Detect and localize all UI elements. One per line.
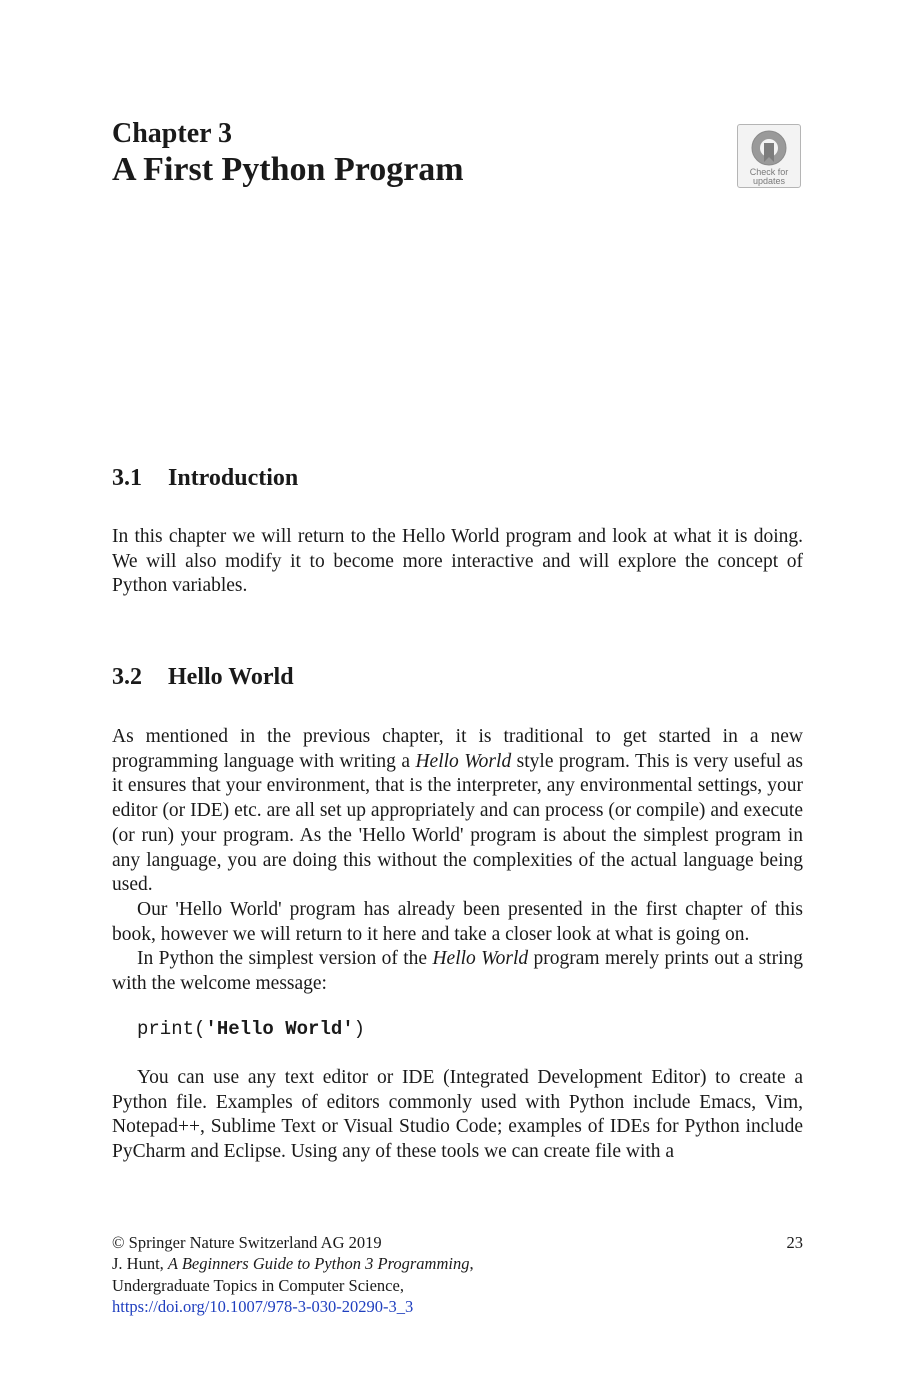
footer (112, 1232, 803, 1317)
crossmark-icon (750, 129, 788, 167)
badge-label: Check for updates (749, 167, 789, 186)
section-title: Introduction (168, 465, 299, 491)
paragraph: Our 'Hello World' program has already been presented in the first chapter of this book, however we will return to it here and take a closer look at what is going on. (112, 898, 803, 945)
section-number: 3.1 (112, 465, 142, 491)
code-function: print( (137, 1018, 206, 1040)
chapter-title: A First Python Program (112, 151, 464, 188)
chapter-label: Chapter 3 (112, 118, 233, 149)
punctuation: , (469, 1254, 474, 1274)
copyright: © Springer Nature Switzerland AG 2019 (112, 1233, 382, 1252)
emphasis: Hello World (432, 948, 529, 970)
check-for-updates-badge[interactable] (737, 124, 801, 188)
text-run: In Python the simplest version of the (137, 948, 433, 970)
editor-paragraph: You can use any text editor or IDE (Integrated Development Editor) to create a Python file. Examples of editors commonly used with Python include Emacs, Vim, Notepad++, Sublime Text or Visual Studio Code; examples of IDEs for Python include PyCharm and Eclipse. Using any of these tools we can create file with a (112, 1067, 803, 1163)
page-number: 23 (786, 1233, 803, 1252)
doi-link[interactable]: https://doi.org/10.1007/978-3-030-20290-3_3 (112, 1296, 414, 1316)
paragraph (112, 725, 803, 898)
intro-paragraph: In this chapter we will return to the Hello World program and look at what it is doing. We will also modify it to become more interactive and will explore the concept of Python variables. (112, 526, 803, 597)
section-heading-introduction (112, 463, 298, 493)
section-number: 3.2 (112, 664, 142, 690)
code-block (137, 1016, 365, 1042)
hello-world-text (112, 725, 803, 997)
section-title: Hello World (168, 664, 294, 690)
text-run: style program. This is very useful as it ensures that your environment, that is the interpreter, any environmental settings, your editor (or IDE) etc. are all set up appropriately and can process (or compile) and execute (or run) your program. As the 'Hello World' program is about the simplest program in any language, you are doing this without the complexities of the actual language being used. (112, 750, 803, 896)
author: J. Hunt, (112, 1254, 168, 1274)
code-paren: ) (353, 1018, 366, 1040)
book-title: A Beginners Guide to Python 3 Programming (167, 1254, 470, 1274)
text-run: program merely prints out a string with the welcome message: (112, 948, 803, 995)
citation (112, 1253, 803, 1274)
text-run: As mentioned in the previous chapter, it is traditional to get started in a new programming language with writing a (112, 726, 803, 772)
code-string: 'Hello World' (205, 1018, 354, 1040)
series: Undergraduate Topics in Computer Science, (112, 1275, 404, 1295)
section-heading-hello-world (112, 662, 294, 692)
emphasis: Hello World (415, 750, 512, 772)
paragraph (112, 947, 803, 996)
